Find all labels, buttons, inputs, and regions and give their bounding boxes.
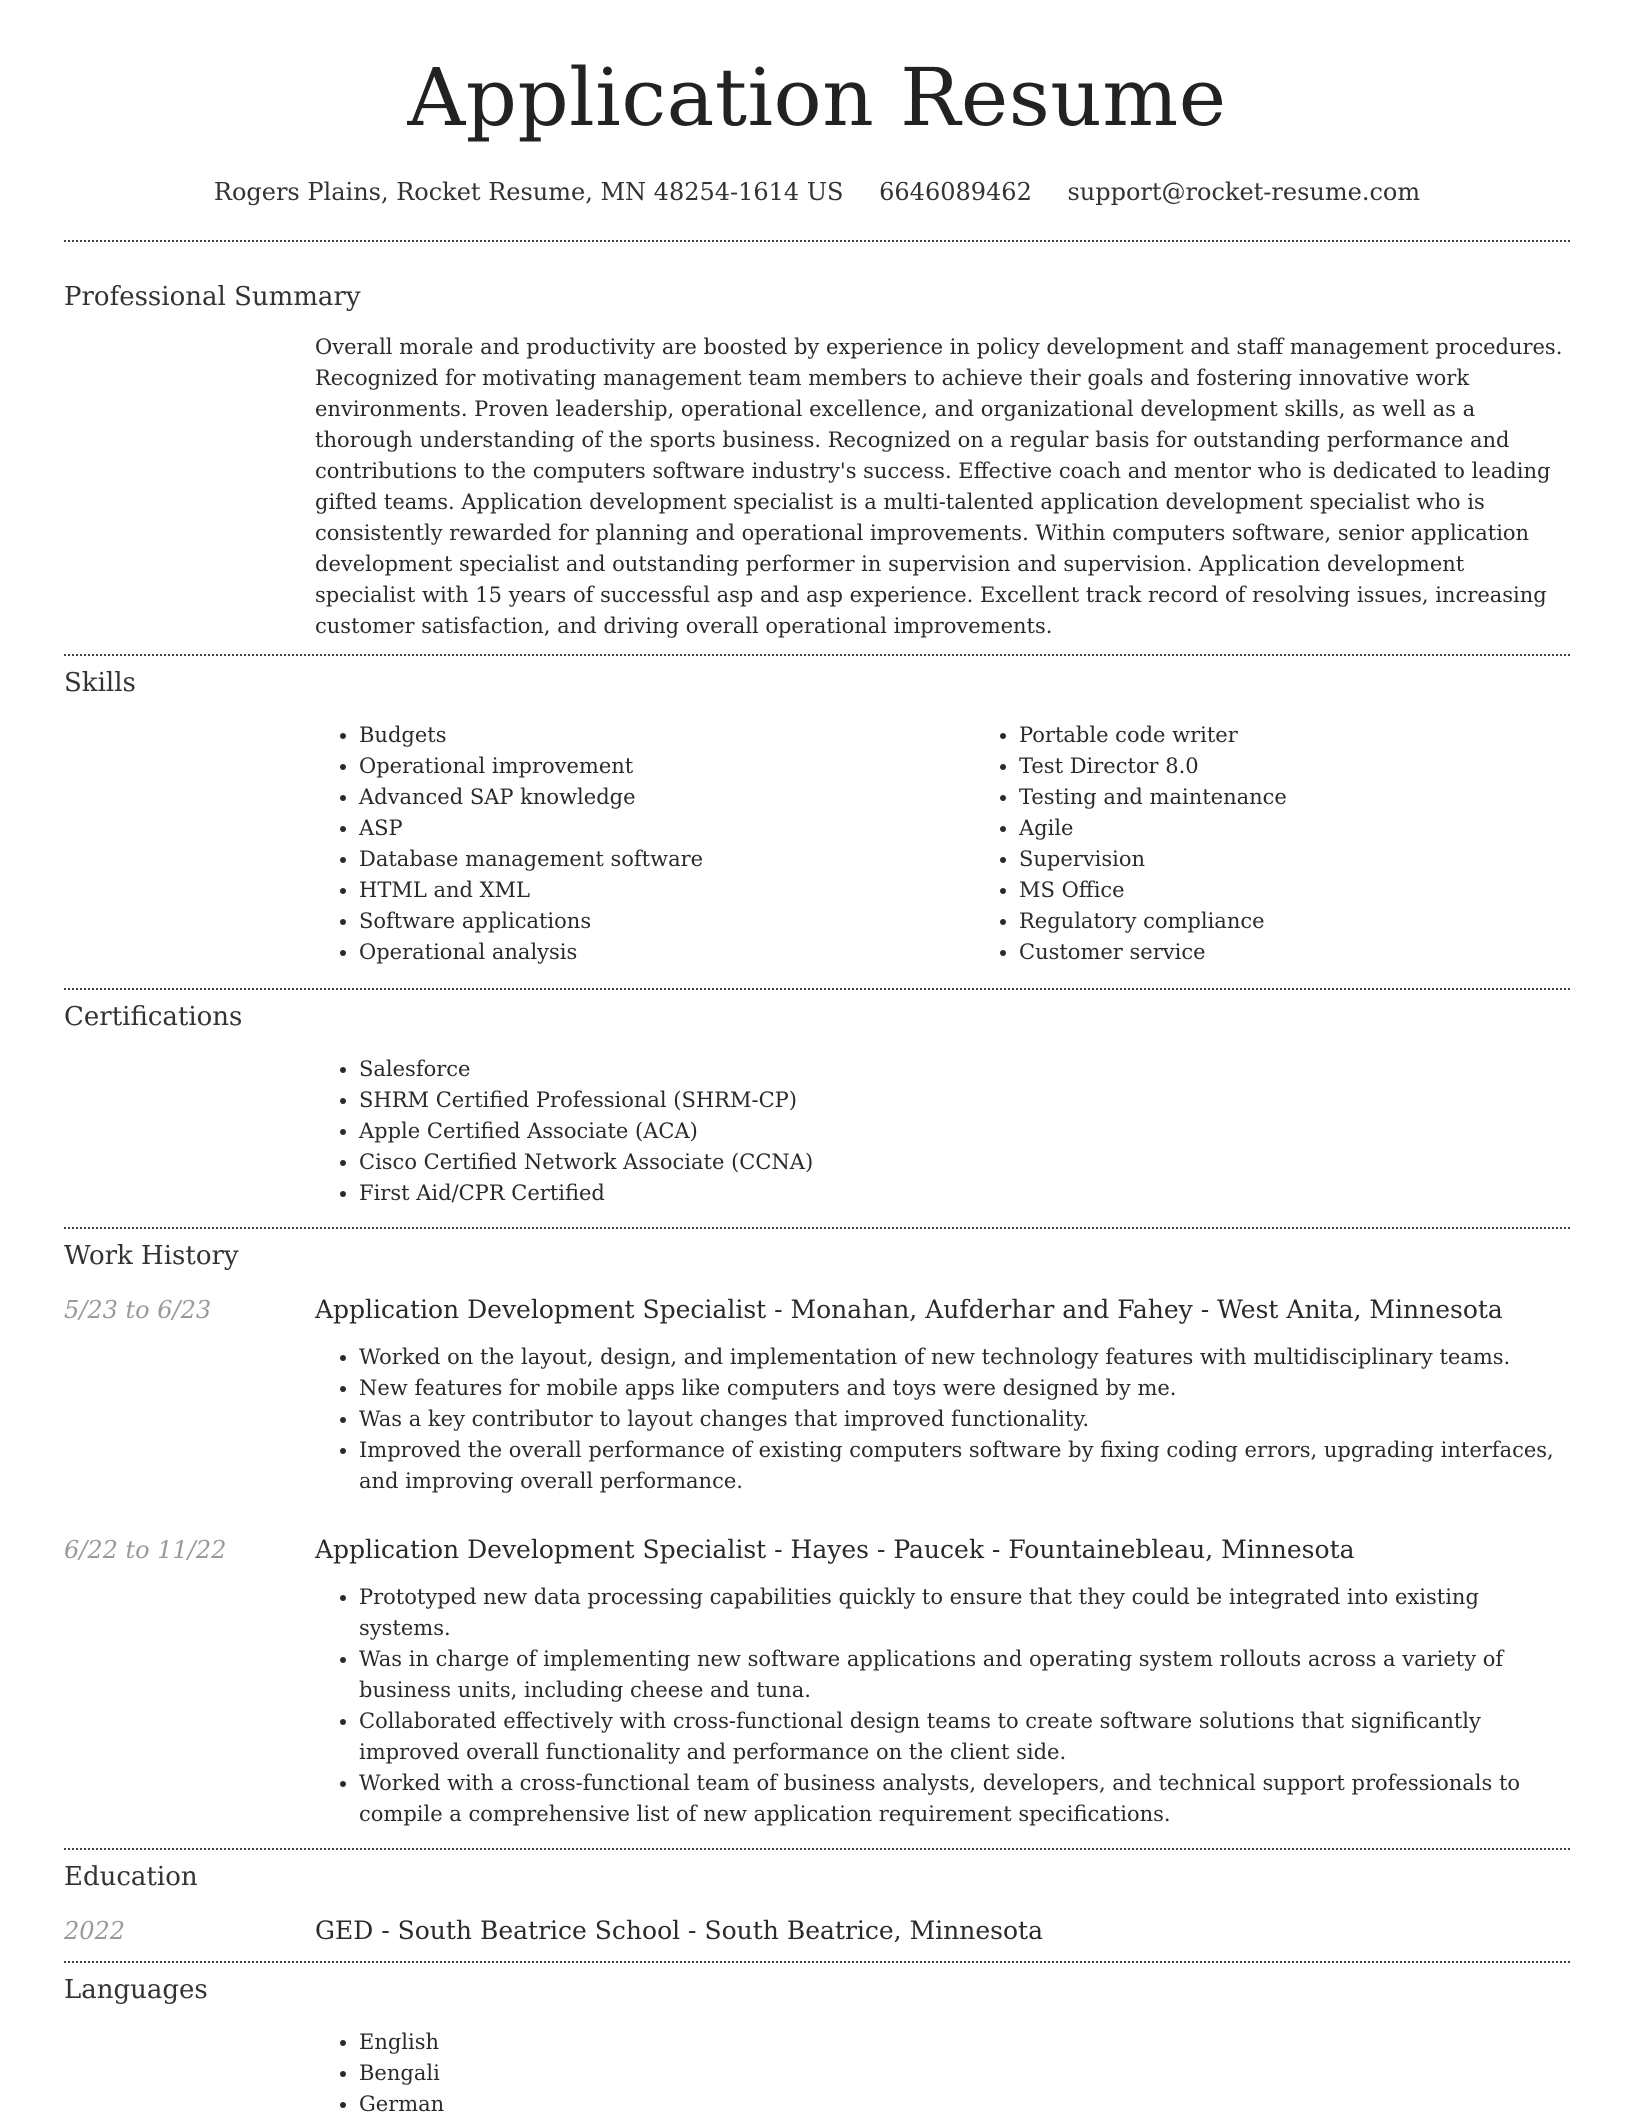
divider	[64, 240, 1570, 242]
job-title: Application Development Specialist - Hayes - Paucek - Fountainebleau, Minnesota	[315, 1535, 1355, 1564]
work-history-title: Work History	[64, 1241, 239, 1271]
education-title: Education	[64, 1862, 198, 1892]
skill-item: • HTML and XML	[359, 875, 975, 906]
skill-item: • Testing and maintenance	[1019, 782, 1570, 813]
skill-item: • Operational improvement	[359, 751, 975, 782]
job-dates: 6/22 to 11/22	[64, 1536, 227, 1564]
resume-name: Application Resume	[407, 51, 1227, 144]
language-item: • German	[359, 2089, 1570, 2120]
skills-right	[975, 720, 1570, 968]
divider	[64, 1961, 1570, 1963]
resume-page	[64, 0, 1570, 2120]
skill-item: • Test Director 8.0	[1019, 751, 1570, 782]
divider	[64, 1227, 1570, 1229]
divider	[64, 1848, 1570, 1850]
skill-item: • Customer service	[1019, 937, 1570, 968]
skills-left	[315, 720, 975, 968]
job-bullets	[315, 1582, 1570, 1830]
job-dates: 5/23 to 6/23	[64, 1296, 212, 1324]
contact-email: support@rocket-resume.com	[1067, 178, 1421, 206]
job-bullet: • Collaborated effectively with cross-functional design teams to create software solutions that significantly improved overall functionality and performance on the client side.	[359, 1706, 1570, 1768]
skill-item: • Supervision	[1019, 844, 1570, 875]
divider	[64, 988, 1570, 990]
certification-item: • First Aid/CPR Certified	[359, 1178, 1570, 1209]
skills-list	[315, 720, 1570, 968]
job-bullet: • Was in charge of implementing new software applications and operating system rollouts across a variety of business units, including cheese and tuna.	[359, 1644, 1570, 1706]
skill-item: • Database management software	[359, 844, 975, 875]
job-header	[64, 1295, 1570, 1324]
skill-item: • Regulatory compliance	[1019, 906, 1570, 937]
certifications-list	[315, 1054, 1570, 1209]
languages-list	[315, 2027, 1570, 2120]
divider	[64, 654, 1570, 656]
languages-title: Languages	[64, 1975, 208, 2005]
language-item: • Bengali	[359, 2058, 1570, 2089]
job-bullet: • Prototyped new data processing capabilities quickly to ensure that they could be integrated into existing systems.	[359, 1582, 1570, 1644]
skill-item: • Advanced SAP knowledge	[359, 782, 975, 813]
education-year: 2022	[64, 1917, 126, 1945]
job-title: Application Development Specialist - Monahan, Aufderhar and Fahey - West Anita, Minnesota	[315, 1295, 1503, 1324]
summary-title: Professional Summary	[64, 282, 361, 312]
job-header	[64, 1535, 1570, 1564]
skill-item: • Agile	[1019, 813, 1570, 844]
job-bullet: • Worked with a cross-functional team of business analysts, developers, and technical support professionals to compile a comprehensive list of new application requirement specifications.	[359, 1768, 1570, 1830]
job-bullet: • Worked on the layout, design, and implementation of new technology features with multidisciplinary teams.	[359, 1342, 1570, 1373]
skill-item: • Software applications	[359, 906, 975, 937]
certification-item: • SHRM Certified Professional (SHRM-CP)	[359, 1085, 1570, 1116]
skill-item: • Operational analysis	[359, 937, 975, 968]
skill-item: • Portable code writer	[1019, 720, 1570, 751]
job-bullet: • Was a key contributor to layout changes that improved functionality.	[359, 1404, 1570, 1435]
skill-item: • ASP	[359, 813, 975, 844]
certification-item: • Cisco Certified Network Associate (CCNA)	[359, 1147, 1570, 1178]
contact-line	[64, 178, 1570, 206]
summary-text: Overall morale and productivity are boosted by experience in policy development and staff management procedures. Recognized for motivating management team members to achieve their goals and fostering innovative work environments. Proven leadership, operational excellence, and organizational development skills, as well as a thorough understanding of the sports business. Recognized on a regular basis for outstanding performance and contributions to the computers software industry's success. Effective coach and mentor who is dedicated to leading gifted teams. Application development specialist is a multi-talented application development specialist who is consistently rewarded for planning and operational improvements. Within computers software, senior application development specialist and outstanding performer in supervision and supervision. Application development specialist with 15 years of successful asp and asp experience. Excellent track record of resolving issues, increasing customer satisfaction, and driving overall operational improvements.	[315, 335, 1563, 638]
certifications-title: Certifications	[64, 1002, 243, 1032]
language-item: • English	[359, 2027, 1570, 2058]
certification-item: • Salesforce	[359, 1054, 1570, 1085]
skill-item: • MS Office	[1019, 875, 1570, 906]
job-bullet: • New features for mobile apps like computers and toys were designed by me.	[359, 1373, 1570, 1404]
skills-title: Skills	[64, 668, 136, 698]
contact-phone: 6646089462	[879, 178, 1032, 206]
education-entry	[64, 1916, 1570, 1945]
job-bullet: • Improved the overall performance of existing computers software by fixing coding errors, upgrading interfaces, and improving overall performance.	[359, 1435, 1570, 1497]
skill-item: • Budgets	[359, 720, 975, 751]
education-detail: GED - South Beatrice School - South Beatrice, Minnesota	[315, 1916, 1044, 1945]
certification-item: • Apple Certified Associate (ACA)	[359, 1116, 1570, 1147]
job-bullets	[315, 1342, 1570, 1497]
contact-address: Rogers Plains, Rocket Resume, MN 48254-1614 US	[213, 178, 844, 206]
